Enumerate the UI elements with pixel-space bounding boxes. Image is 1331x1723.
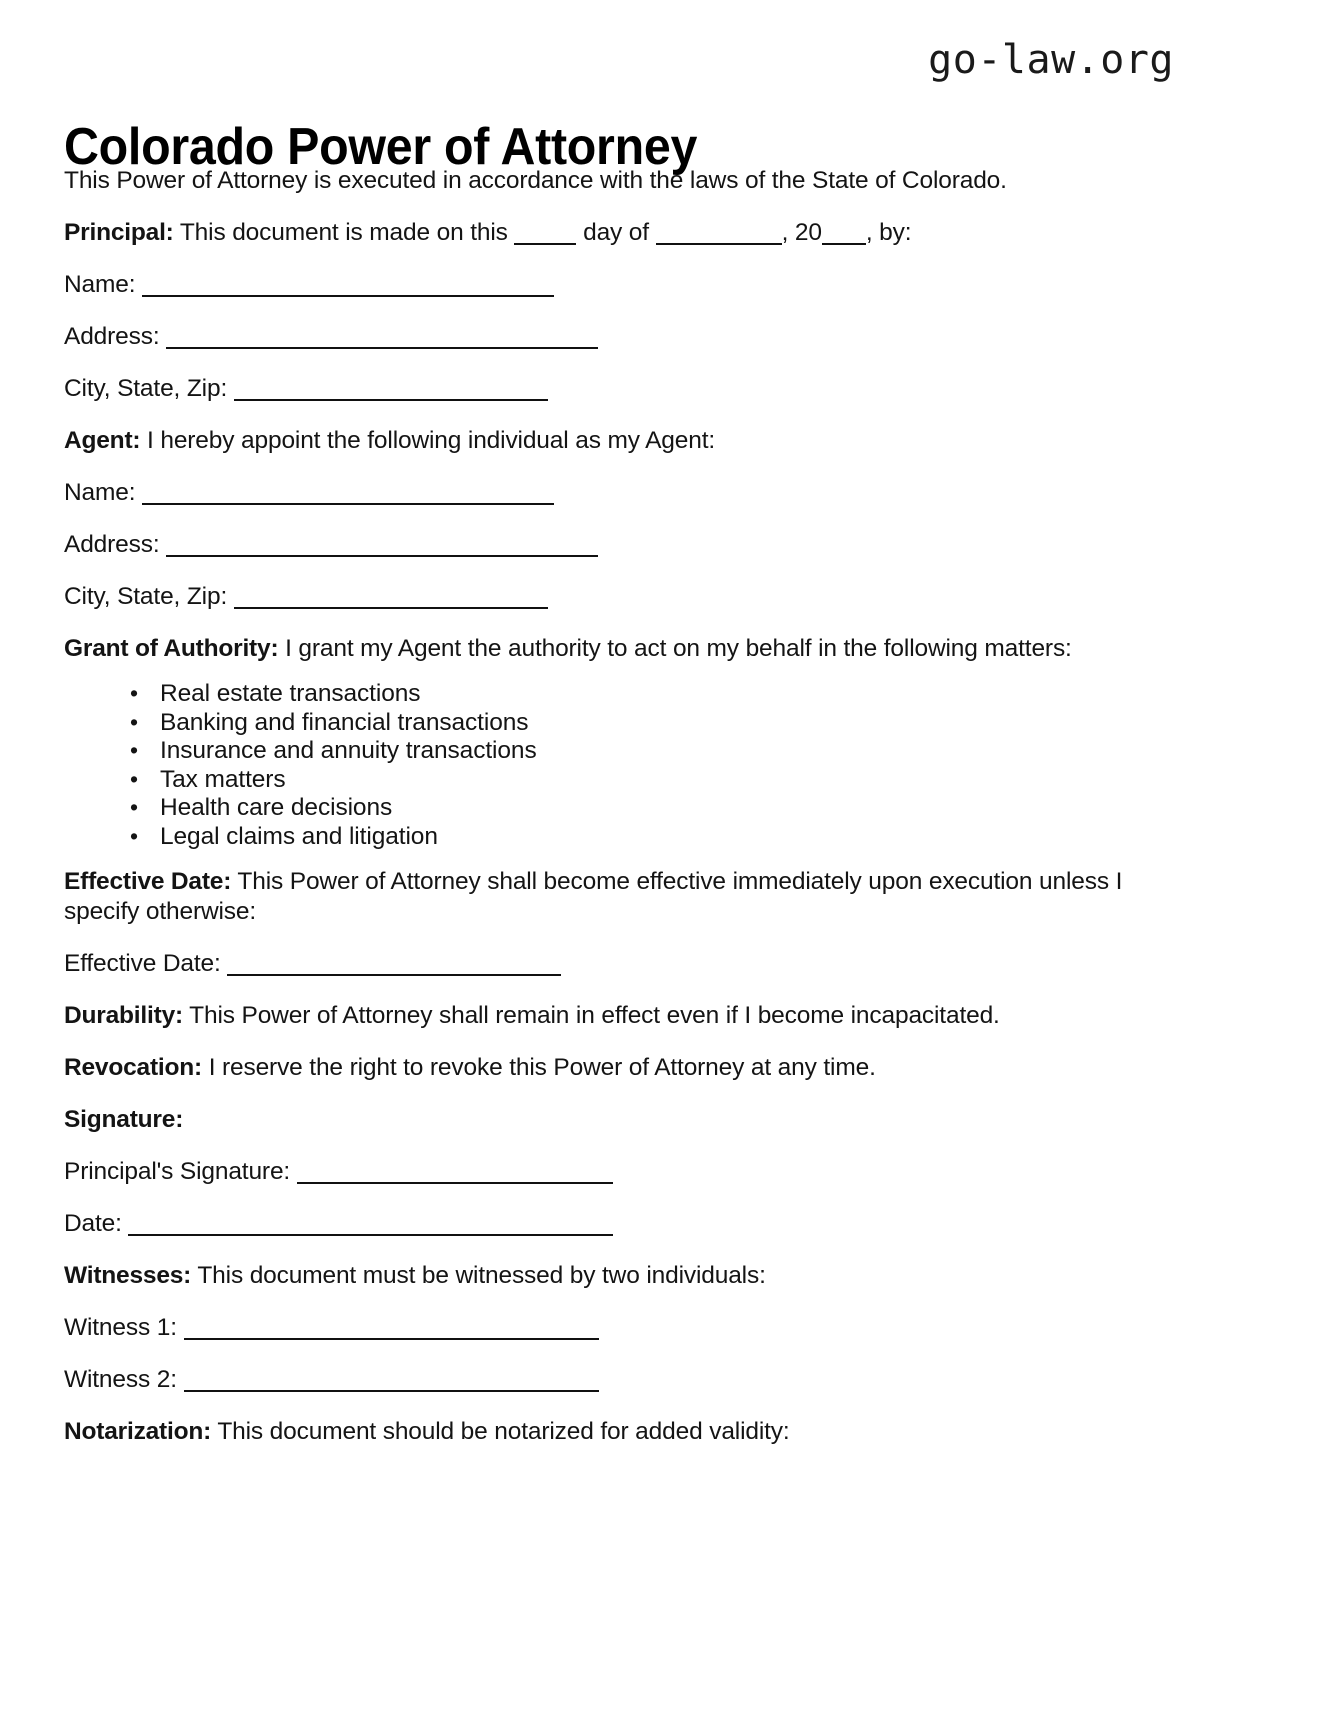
list-item: • Tax matters (124, 766, 1174, 795)
principal-day-blank[interactable] (514, 243, 576, 245)
list-item: • Real estate transactions (124, 680, 1174, 709)
notarization-text: This document should be notarized for added validity: (211, 1418, 790, 1445)
agent-city-field (64, 582, 1174, 612)
durability-statement (64, 1001, 1174, 1031)
principal-address-label: Address: (64, 323, 167, 350)
principal-month-blank[interactable] (656, 243, 782, 245)
revocation-label: Revocation: (64, 1054, 203, 1081)
agent-address-label: Address: (64, 531, 167, 558)
document-body (64, 166, 1174, 1447)
principal-address-field (64, 322, 1174, 352)
page-title: Colorado Power of Attorney (64, 117, 698, 176)
effective-date-statement (64, 867, 1174, 927)
intro-paragraph (64, 166, 1174, 196)
agent-label: Agent: (64, 427, 141, 454)
revocation-statement (64, 1053, 1174, 1083)
principal-city-label: City, State, Zip: (64, 375, 234, 402)
principal-statement (64, 218, 1174, 248)
agent-address-field (64, 530, 1174, 560)
agent-name-label: Name: (64, 479, 143, 506)
principal-signature-field (64, 1157, 1174, 1187)
witnesses-text: This document must be witnessed by two individuals: (191, 1262, 766, 1289)
list-item: • Legal claims and litigation (124, 823, 1174, 852)
agent-city-label: City, State, Zip: (64, 583, 234, 610)
notarization-label: Notarization: (64, 1418, 212, 1445)
principal-city-blank[interactable] (234, 399, 548, 401)
grant-of-authority-text: I grant my Agent the authority to act on my behalf in the following matters: (278, 635, 1072, 662)
notarization-statement (64, 1417, 1174, 1447)
principal-text-4: , by: (865, 219, 912, 246)
signature-date-blank[interactable] (128, 1234, 613, 1236)
signature-date-field (64, 1209, 1174, 1239)
list-item: • Insurance and annuity transactions (124, 737, 1174, 766)
principal-address-blank[interactable] (166, 347, 598, 349)
witnesses-label: Witnesses: (64, 1262, 192, 1289)
principal-signature-label: Principal's Signature: (64, 1158, 297, 1185)
agent-statement (64, 426, 1174, 456)
agent-name-blank[interactable] (142, 503, 554, 505)
grant-of-authority-label: Grant of Authority: (64, 635, 279, 662)
witness-2-blank[interactable] (184, 1390, 599, 1392)
principal-name-blank[interactable] (142, 295, 554, 297)
witness-1-label: Witness 1: (64, 1314, 184, 1341)
effective-date-field (64, 949, 1174, 979)
signature-label: Signature: (64, 1106, 184, 1133)
authority-list (64, 680, 1174, 851)
principal-name-field (64, 270, 1174, 300)
signature-heading (64, 1105, 1174, 1135)
site-brand: go-law.org (928, 37, 1174, 83)
list-item: • Health care decisions (124, 794, 1174, 823)
principal-name-label: Name: (64, 271, 143, 298)
witness-1-blank[interactable] (184, 1338, 599, 1340)
witness-2-label: Witness 2: (64, 1366, 184, 1393)
effective-date-label: Effective Date: (64, 868, 232, 895)
agent-text: I hereby appoint the following individual as my Agent: (140, 427, 716, 454)
principal-year-blank[interactable] (822, 243, 866, 245)
principal-label: Principal: (64, 219, 174, 246)
principal-text-3: , 20 (781, 219, 822, 246)
witness-2-field (64, 1365, 1174, 1395)
principal-city-field (64, 374, 1174, 404)
effective-date-field-label: Effective Date: (64, 950, 228, 977)
signature-date-label: Date: (64, 1210, 129, 1237)
witnesses-statement (64, 1261, 1174, 1291)
durability-text: This Power of Attorney shall remain in effect even if I become incapacitated. (182, 1002, 1000, 1029)
list-item: • Banking and financial transactions (124, 709, 1174, 738)
principal-signature-blank[interactable] (297, 1182, 613, 1184)
agent-name-field (64, 478, 1174, 508)
agent-city-blank[interactable] (234, 607, 548, 609)
durability-label: Durability: (64, 1002, 183, 1029)
principal-text-2: day of (576, 219, 656, 246)
effective-date-text: This Power of Attorney shall become effective immediately upon execution unless I specify otherwise: (64, 868, 1123, 925)
revocation-text: I reserve the right to revoke this Power of Attorney at any time. (202, 1054, 876, 1081)
grant-of-authority-statement (64, 634, 1174, 664)
effective-date-blank[interactable] (227, 974, 561, 976)
intro-text: This Power of Attorney is executed in accordance with the laws of the State of Colorado. (64, 167, 1007, 194)
principal-text-1: This document is made on this (173, 219, 515, 246)
agent-address-blank[interactable] (166, 555, 598, 557)
witness-1-field (64, 1313, 1174, 1343)
